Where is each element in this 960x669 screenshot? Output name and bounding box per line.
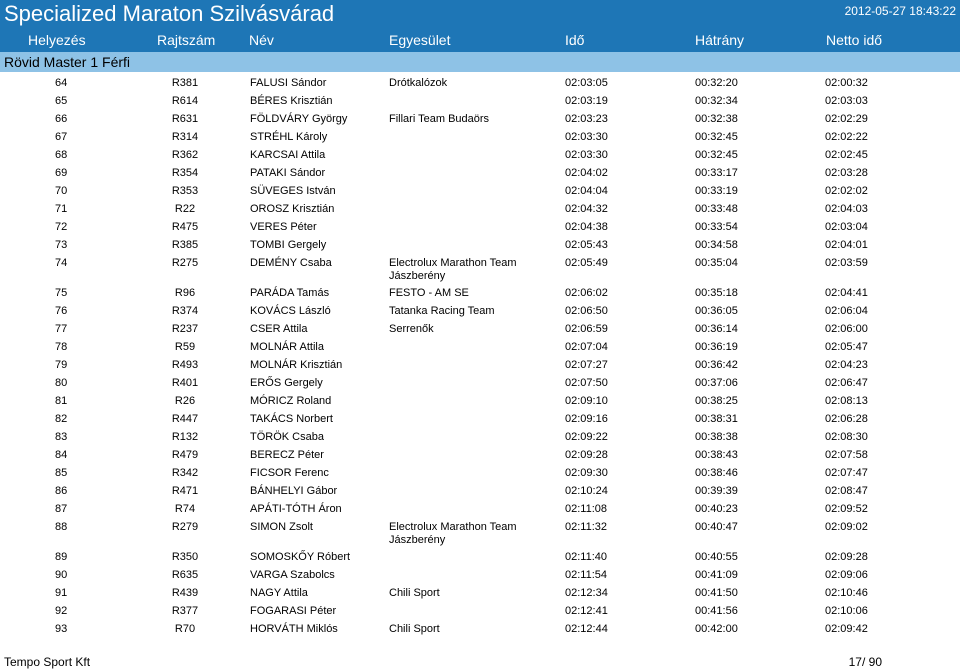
position-cell: 85 xyxy=(55,467,68,479)
net-time-cell: 02:04:01 xyxy=(825,239,868,251)
club-cell: Electrolux Marathon Team Jászberény xyxy=(389,521,517,546)
name-cell: SOMOSKŐY Róbert xyxy=(250,551,351,563)
bib-cell: R74 xyxy=(174,503,196,515)
time-cell: 02:12:34 xyxy=(565,587,608,599)
bib-cell: R353 xyxy=(171,185,199,197)
position-cell: 86 xyxy=(55,485,68,497)
gap-cell: 00:37:06 xyxy=(695,377,738,389)
page-title: Specialized Maraton Szilvásvárad xyxy=(4,1,335,26)
position-cell: 90 xyxy=(55,569,68,581)
time-cell: 02:04:38 xyxy=(565,221,608,233)
time-cell: 02:09:10 xyxy=(565,395,608,407)
name-cell: KOVÁCS László xyxy=(250,305,331,317)
table-row xyxy=(0,72,960,90)
print-timestamp: 2012-05-27 18:43:22 xyxy=(844,4,956,18)
table-row xyxy=(0,444,960,462)
name-cell: BERECZ Péter xyxy=(250,449,324,461)
table-row xyxy=(0,390,960,408)
club-cell: FESTO - AM SE xyxy=(389,287,469,299)
net-time-cell: 02:10:46 xyxy=(825,587,868,599)
gap-cell: 00:41:09 xyxy=(695,569,738,581)
table-row xyxy=(0,144,960,162)
name-cell: NAGY Attila xyxy=(250,587,308,599)
name-cell: APÁTI-TÓTH Áron xyxy=(250,503,342,515)
table-row xyxy=(0,516,960,546)
position-cell: 82 xyxy=(55,413,68,425)
bib-cell: R377 xyxy=(171,605,199,617)
name-cell: DEMÉNY Csaba xyxy=(250,257,332,269)
gap-cell: 00:33:19 xyxy=(695,185,738,197)
net-time-cell: 02:00:32 xyxy=(825,77,868,89)
net-time-cell: 02:10:06 xyxy=(825,605,868,617)
bib-cell: R70 xyxy=(174,623,196,635)
bib-cell: R26 xyxy=(174,395,196,407)
club-cell: Chili Sport xyxy=(389,623,440,635)
bib-cell: R401 xyxy=(171,377,199,389)
club-cell: Drótkalózok xyxy=(389,77,448,89)
position-cell: 74 xyxy=(55,257,68,269)
bib-cell: R342 xyxy=(171,467,199,479)
bib-cell: R350 xyxy=(171,551,199,563)
gap-cell: 00:38:25 xyxy=(695,395,738,407)
gap-cell: 00:36:19 xyxy=(695,341,738,353)
table-row xyxy=(0,234,960,252)
gap-cell: 00:33:48 xyxy=(695,203,738,215)
net-time-cell: 02:03:28 xyxy=(825,167,868,179)
net-time-cell: 02:06:00 xyxy=(825,323,868,335)
page-footer xyxy=(0,655,960,669)
time-cell: 02:06:59 xyxy=(565,323,608,335)
gap-cell: 00:35:18 xyxy=(695,287,738,299)
table-row xyxy=(0,354,960,372)
time-cell: 02:07:50 xyxy=(565,377,608,389)
time-cell: 02:04:04 xyxy=(565,185,608,197)
gap-cell: 00:32:34 xyxy=(695,95,738,107)
position-cell: 87 xyxy=(55,503,68,515)
table-row xyxy=(0,90,960,108)
net-time-cell: 02:09:02 xyxy=(825,521,868,533)
page-number: 17/ 90 xyxy=(848,655,882,669)
bib-cell: R59 xyxy=(174,341,196,353)
table-row xyxy=(0,618,960,636)
net-time-cell: 02:02:02 xyxy=(825,185,868,197)
net-time-cell: 02:03:59 xyxy=(825,257,868,269)
bib-cell: R374 xyxy=(171,305,199,317)
bib-cell: R314 xyxy=(171,131,199,143)
bib-cell: R493 xyxy=(171,359,199,371)
table-row xyxy=(0,108,960,126)
name-cell: CSER Attila xyxy=(250,323,308,335)
position-cell: 66 xyxy=(55,113,68,125)
time-cell: 02:03:05 xyxy=(565,77,608,89)
time-cell: 02:06:50 xyxy=(565,305,608,317)
gap-cell: 00:32:20 xyxy=(695,77,738,89)
bib-cell: R354 xyxy=(171,167,199,179)
position-cell: 71 xyxy=(55,203,68,215)
gap-cell: 00:38:31 xyxy=(695,413,738,425)
column-header-net-time: Netto idő xyxy=(826,32,883,48)
time-cell: 02:12:41 xyxy=(565,605,608,617)
net-time-cell: 02:03:04 xyxy=(825,221,868,233)
time-cell: 02:10:24 xyxy=(565,485,608,497)
net-time-cell: 02:05:47 xyxy=(825,341,868,353)
name-cell: BÁNHELYI Gábor xyxy=(250,485,338,497)
time-cell: 02:11:08 xyxy=(565,503,608,515)
position-cell: 69 xyxy=(55,167,68,179)
column-header-position: Helyezés xyxy=(28,32,86,48)
bib-cell: R96 xyxy=(174,287,196,299)
table-row xyxy=(0,408,960,426)
column-header-name: Név xyxy=(249,32,274,48)
name-cell: MOLNÁR Krisztián xyxy=(250,359,343,371)
club-cell: Serrenők xyxy=(389,323,434,335)
position-cell: 67 xyxy=(55,131,68,143)
time-cell: 02:04:32 xyxy=(565,203,608,215)
name-cell: TOMBI Gergely xyxy=(250,239,327,251)
time-cell: 02:07:04 xyxy=(565,341,608,353)
gap-cell: 00:33:54 xyxy=(695,221,738,233)
position-cell: 92 xyxy=(55,605,68,617)
position-cell: 78 xyxy=(55,341,68,353)
club-cell: Chili Sport xyxy=(389,587,440,599)
net-time-cell: 02:04:03 xyxy=(825,203,868,215)
position-cell: 89 xyxy=(55,551,68,563)
gap-cell: 00:38:46 xyxy=(695,467,738,479)
position-cell: 68 xyxy=(55,149,68,161)
position-cell: 88 xyxy=(55,521,68,533)
title-bar xyxy=(0,0,960,28)
table-row xyxy=(0,216,960,234)
position-cell: 70 xyxy=(55,185,68,197)
gap-cell: 00:35:04 xyxy=(695,257,738,269)
net-time-cell: 02:09:52 xyxy=(825,503,868,515)
table-row xyxy=(0,252,960,282)
table-row xyxy=(0,198,960,216)
position-cell: 77 xyxy=(55,323,68,335)
bib-cell: R362 xyxy=(171,149,199,161)
table-row xyxy=(0,126,960,144)
column-header-row xyxy=(0,28,960,52)
time-cell: 02:03:23 xyxy=(565,113,608,125)
position-cell: 72 xyxy=(55,221,68,233)
gap-cell: 00:34:58 xyxy=(695,239,738,251)
time-cell: 02:03:19 xyxy=(565,95,608,107)
gap-cell: 00:39:39 xyxy=(695,485,738,497)
time-cell: 02:04:02 xyxy=(565,167,608,179)
gap-cell: 00:36:05 xyxy=(695,305,738,317)
net-time-cell: 02:08:47 xyxy=(825,485,868,497)
gap-cell: 00:41:56 xyxy=(695,605,738,617)
table-row xyxy=(0,426,960,444)
column-header-bib: Rajtszám xyxy=(157,32,216,48)
table-row xyxy=(0,498,960,516)
table-row xyxy=(0,462,960,480)
net-time-cell: 02:07:58 xyxy=(825,449,868,461)
name-cell: BÉRES Krisztián xyxy=(250,95,333,107)
category-heading: Rövid Master 1 Férfi xyxy=(0,52,960,72)
position-cell: 75 xyxy=(55,287,68,299)
bib-cell: R279 xyxy=(171,521,199,533)
bib-cell: R631 xyxy=(171,113,199,125)
gap-cell: 00:36:42 xyxy=(695,359,738,371)
gap-cell: 00:42:00 xyxy=(695,623,738,635)
bib-cell: R385 xyxy=(171,239,199,251)
net-time-cell: 02:02:29 xyxy=(825,113,868,125)
table-row xyxy=(0,564,960,582)
table-row xyxy=(0,582,960,600)
net-time-cell: 02:06:47 xyxy=(825,377,868,389)
name-cell: FICSOR Ferenc xyxy=(250,467,329,479)
net-time-cell: 02:02:22 xyxy=(825,131,868,143)
club-cell: Fillari Team Budaörs xyxy=(389,113,490,125)
time-cell: 02:12:44 xyxy=(565,623,608,635)
name-cell: SÜVEGES István xyxy=(250,185,336,197)
time-cell: 02:09:30 xyxy=(565,467,608,479)
table-row xyxy=(0,372,960,390)
name-cell: PATAKI Sándor xyxy=(250,167,326,179)
bib-cell: R447 xyxy=(171,413,199,425)
bib-cell: R614 xyxy=(171,95,199,107)
gap-cell: 00:40:55 xyxy=(695,551,738,563)
gap-cell: 00:38:38 xyxy=(695,431,738,443)
position-cell: 73 xyxy=(55,239,68,251)
bib-cell: R479 xyxy=(171,449,199,461)
table-row xyxy=(0,282,960,300)
gap-cell: 00:33:17 xyxy=(695,167,738,179)
bib-cell: R439 xyxy=(171,587,199,599)
bib-cell: R381 xyxy=(171,77,199,89)
position-cell: 76 xyxy=(55,305,68,317)
time-cell: 02:03:30 xyxy=(565,149,608,161)
name-cell: PARÁDA Tamás xyxy=(250,287,330,299)
name-cell: MOLNÁR Attila xyxy=(250,341,324,353)
net-time-cell: 02:09:06 xyxy=(825,569,868,581)
gap-cell: 00:38:43 xyxy=(695,449,738,461)
table-row xyxy=(0,300,960,318)
name-cell: OROSZ Krisztián xyxy=(250,203,335,215)
net-time-cell: 02:04:41 xyxy=(825,287,868,299)
column-header-gap: Hátrány xyxy=(695,32,745,48)
position-cell: 93 xyxy=(55,623,68,635)
gap-cell: 00:32:45 xyxy=(695,149,738,161)
name-cell: FOGARASI Péter xyxy=(250,605,337,617)
time-cell: 02:11:54 xyxy=(565,569,608,581)
results-table xyxy=(0,72,960,636)
bib-cell: R635 xyxy=(171,569,199,581)
time-cell: 02:09:28 xyxy=(565,449,608,461)
column-header-club: Egyesület xyxy=(389,32,451,48)
position-cell: 91 xyxy=(55,587,68,599)
name-cell: FALUSI Sándor xyxy=(250,77,327,89)
table-row xyxy=(0,600,960,618)
gap-cell: 00:40:47 xyxy=(695,521,738,533)
position-cell: 80 xyxy=(55,377,68,389)
club-cell: Tatanka Racing Team xyxy=(389,305,495,317)
net-time-cell: 02:03:03 xyxy=(825,95,868,107)
bib-cell: R471 xyxy=(171,485,199,497)
name-cell: VERES Péter xyxy=(250,221,317,233)
gap-cell: 00:32:38 xyxy=(695,113,738,125)
name-cell: SIMON Zsolt xyxy=(250,521,313,533)
time-cell: 02:03:30 xyxy=(565,131,608,143)
gap-cell: 00:41:50 xyxy=(695,587,738,599)
bib-cell: R475 xyxy=(171,221,199,233)
name-cell: ERŐS Gergely xyxy=(250,377,323,389)
position-cell: 83 xyxy=(55,431,68,443)
time-cell: 02:09:22 xyxy=(565,431,608,443)
bib-cell: R275 xyxy=(171,257,199,269)
position-cell: 84 xyxy=(55,449,68,461)
name-cell: STRÉHL Károly xyxy=(250,131,328,143)
bib-cell: R237 xyxy=(171,323,199,335)
name-cell: TÖRÖK Csaba xyxy=(250,431,324,443)
table-row xyxy=(0,180,960,198)
time-cell: 02:05:49 xyxy=(565,257,608,269)
table-row xyxy=(0,480,960,498)
net-time-cell: 02:07:47 xyxy=(825,467,868,479)
position-cell: 65 xyxy=(55,95,68,107)
net-time-cell: 02:09:28 xyxy=(825,551,868,563)
name-cell: KARCSAI Attila xyxy=(250,149,326,161)
gap-cell: 00:36:14 xyxy=(695,323,738,335)
net-time-cell: 02:06:04 xyxy=(825,305,868,317)
club-cell: Electrolux Marathon Team Jászberény xyxy=(389,257,517,282)
table-row xyxy=(0,546,960,564)
net-time-cell: 02:08:30 xyxy=(825,431,868,443)
net-time-cell: 02:08:13 xyxy=(825,395,868,407)
time-cell: 02:06:02 xyxy=(565,287,608,299)
net-time-cell: 02:06:28 xyxy=(825,413,868,425)
gap-cell: 00:40:23 xyxy=(695,503,738,515)
name-cell: TAKÁCS Norbert xyxy=(250,413,333,425)
time-cell: 02:05:43 xyxy=(565,239,608,251)
gap-cell: 00:32:45 xyxy=(695,131,738,143)
name-cell: HORVÁTH Miklós xyxy=(250,623,338,635)
time-cell: 02:07:27 xyxy=(565,359,608,371)
time-cell: 02:11:40 xyxy=(565,551,608,563)
position-cell: 64 xyxy=(55,77,68,89)
organizer-label: Tempo Sport Kft xyxy=(4,655,91,669)
table-row xyxy=(0,336,960,354)
bib-cell: R22 xyxy=(174,203,196,215)
net-time-cell: 02:09:42 xyxy=(825,623,868,635)
table-row xyxy=(0,318,960,336)
name-cell: VARGA Szabolcs xyxy=(250,569,335,581)
net-time-cell: 02:02:45 xyxy=(825,149,868,161)
column-header-time: Idő xyxy=(565,32,585,48)
position-cell: 81 xyxy=(55,395,68,407)
table-row xyxy=(0,162,960,180)
bib-cell: R132 xyxy=(171,431,199,443)
time-cell: 02:11:32 xyxy=(565,521,608,533)
name-cell: FÖLDVÁRY György xyxy=(250,113,348,125)
net-time-cell: 02:04:23 xyxy=(825,359,868,371)
time-cell: 02:09:16 xyxy=(565,413,608,425)
name-cell: MÓRICZ Roland xyxy=(250,395,332,407)
position-cell: 79 xyxy=(55,359,68,371)
